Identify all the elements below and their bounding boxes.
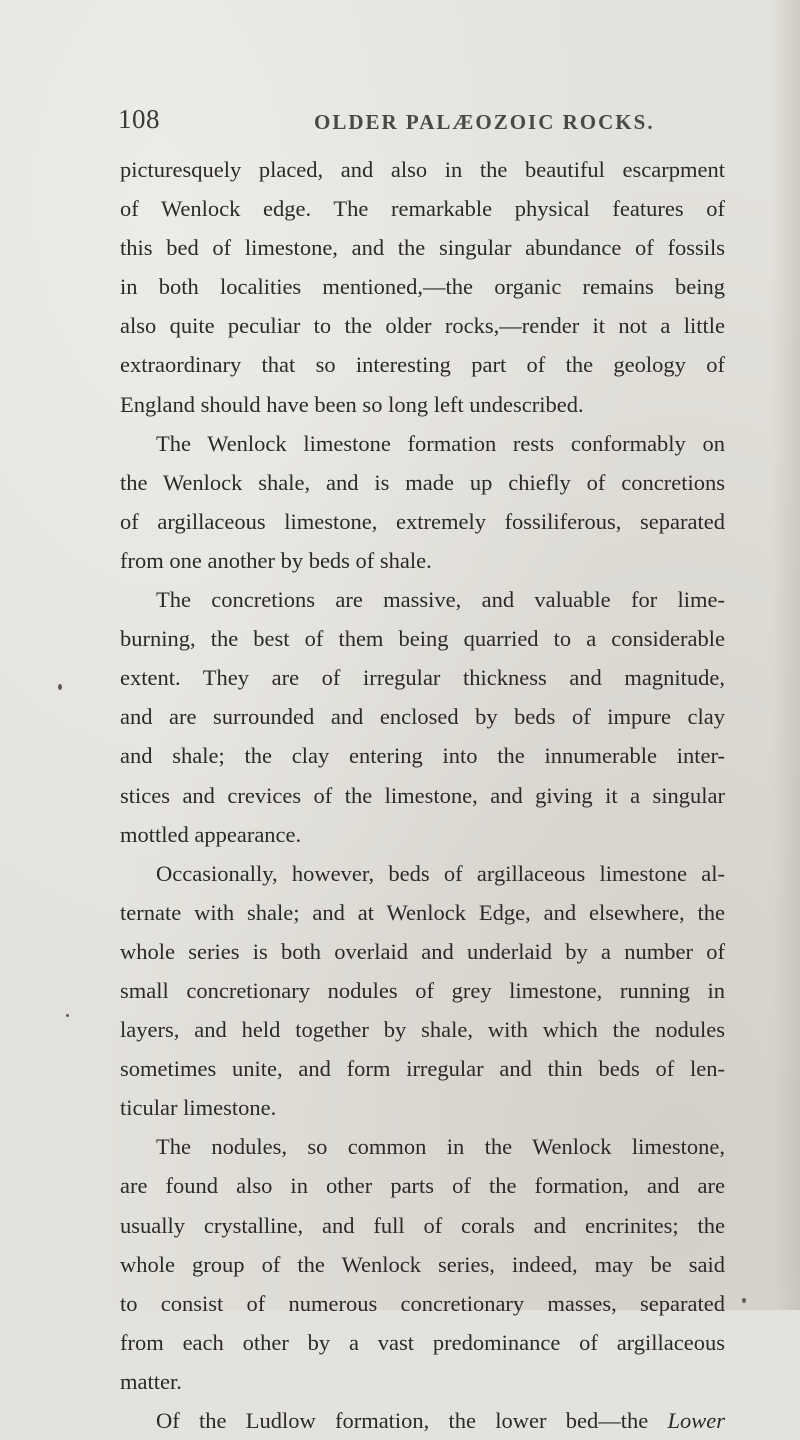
running-head: OLDER PALÆOZOIC ROCKS. — [314, 110, 655, 134]
page-number: 108 — [118, 104, 160, 134]
text-line: of argillaceous limestone, extremely fossiliferous, separated — [120, 508, 725, 534]
text-line: ternate with shale; and at Wenlock Edge, and elsewhere, the — [120, 899, 725, 925]
text-line: this bed of limestone, and the singular abundance of fossils — [120, 235, 725, 261]
text-line: usually crystalline, and full of corals and encrinites; the — [120, 1212, 725, 1238]
text-line: extraordinary that so interesting part of the geology of — [120, 352, 725, 378]
text-line: ticular limestone. — [120, 1095, 277, 1121]
text-line: also quite peculiar to the older rocks,—render it not a little — [120, 313, 725, 339]
text-line: the Wenlock shale, and is made up chiefly of concretions — [120, 469, 725, 495]
text-line: whole group of the Wenlock series, indeed, may be said — [120, 1251, 725, 1277]
text-line: whole series is both overlaid and underlaid by a number of — [120, 938, 725, 964]
text-line: sometimes unite, and form irregular and thin beds of len- — [120, 1056, 725, 1082]
text-line: The Wenlock limestone formation rests conformably on — [156, 430, 725, 456]
text-line: The concretions are massive, and valuable for lime- — [156, 587, 725, 613]
text-line: Occasionally, however, beds of argillaceous limestone al- — [156, 860, 725, 886]
text-line: The nodules, so common in the Wenlock limestone, — [156, 1134, 725, 1160]
text-line: burning, the best of them being quarried to a considerable — [120, 626, 725, 652]
paper-speck — [742, 1298, 746, 1303]
body-text — [120, 150, 725, 1440]
text-line: from each other by a vast predominance of argillaceous — [120, 1329, 725, 1355]
text-line: of Wenlock edge. The remarkable physical features of — [120, 196, 725, 222]
paper-speck — [66, 1014, 69, 1017]
text-line: layers, and held together by shale, with which the nodules — [120, 1017, 725, 1043]
text-line: in both localities mentioned,—the organic remains being — [120, 274, 725, 300]
page-header — [118, 104, 728, 138]
text-line: Of the Ludlow formation, the lower bed—the Lower — [156, 1408, 725, 1433]
text-line: small concretionary nodules of grey limestone, running in — [120, 977, 725, 1003]
text-line: and shale; the clay entering into the innumerable inter- — [120, 743, 725, 769]
text-line: and are surrounded and enclosed by beds of impure clay — [120, 704, 725, 730]
text-line: stices and crevices of the limestone, and giving it a singular — [120, 782, 725, 808]
italic-word: Lower — [667, 1408, 725, 1433]
page-edge-shadow — [772, 0, 800, 1310]
text-line: extent. They are of irregular thickness and magnitude, — [120, 665, 725, 691]
text-line: mottled appearance. — [120, 821, 302, 847]
text-line: matter. — [120, 1368, 182, 1394]
text-line: from one another by beds of shale. — [120, 547, 432, 573]
text-line: are found also in other parts of the formation, and are — [120, 1173, 725, 1199]
text-line: picturesquely placed, and also in the beautiful escarpment — [120, 157, 725, 182]
text-line: England should have been so long left undescribed. — [120, 391, 584, 417]
text-line: to consist of numerous concretionary masses, separated — [120, 1290, 725, 1316]
paper-speck — [58, 684, 62, 690]
